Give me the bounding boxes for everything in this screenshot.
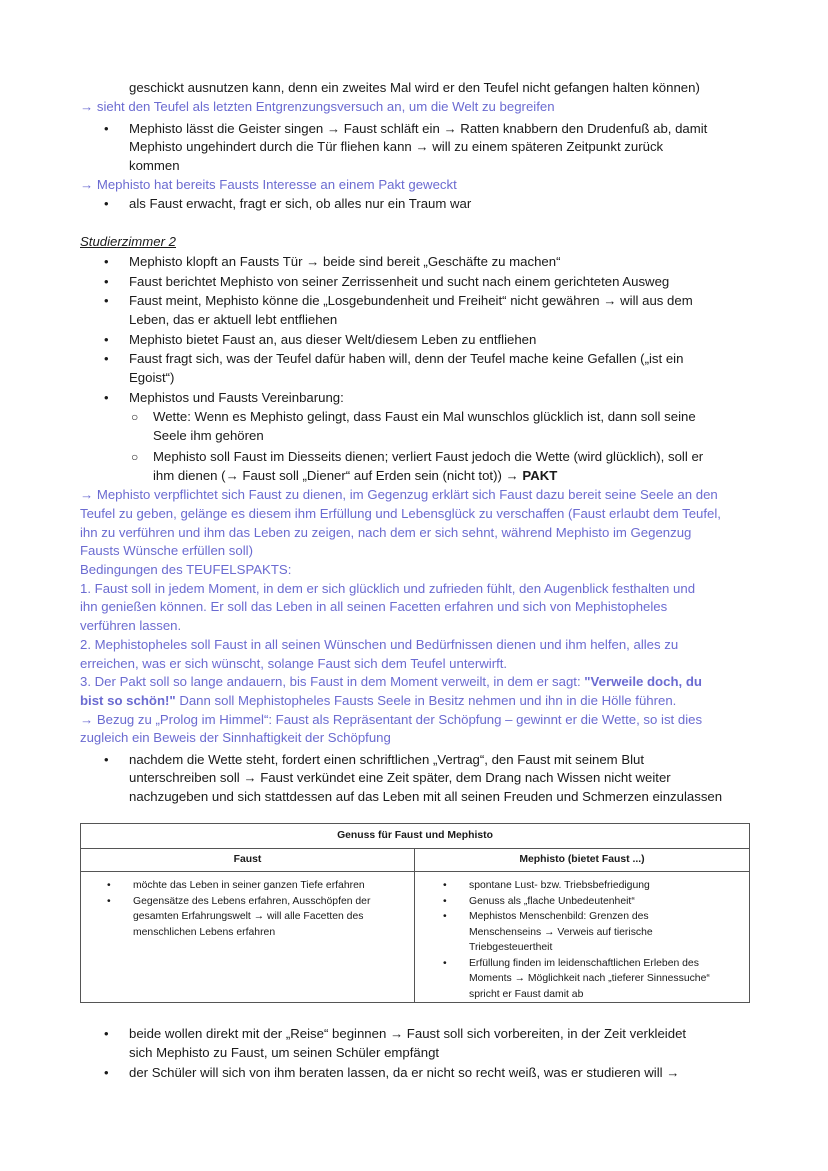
sub-bullet-icon: ○ (131, 410, 139, 424)
note-line: → Bezug zu „Prolog im Himmel“: Faust als Repräsentant der Schöpfung – gewinnt er die Wette, so ist dies (80, 712, 703, 727)
bullet-icon: • (104, 1065, 109, 1080)
bullet-icon: • (104, 390, 109, 405)
text-line: nachdem die Wette steht, fordert einen schriftlichen „Vertrag“, den Faust mit seinem Blut (129, 752, 645, 767)
bullet-icon: • (104, 254, 109, 269)
text-span: 3. Der Pakt soll so lange andauern, bis Faust in dem Moment verweilt, in dem er sagt: (80, 674, 585, 689)
bullet-icon: • (443, 957, 447, 969)
cell-line: gesamten Erfahrungswelt → will alle Facetten des (133, 911, 364, 922)
text-line: geschickt ausnutzen kann, denn ein zweites Mal wird er den Teufel nicht gefangen halten können) (129, 80, 700, 95)
bullet-icon: • (443, 895, 447, 907)
cell-line: Erfüllung finden im leidenschaftlichen Erleben des (469, 957, 699, 969)
text-line: beide wollen direkt mit der „Reise“ beginnen → Faust soll sich vorbereiten, in der Zeit verkleidet (129, 1026, 687, 1041)
bullet-icon: • (443, 880, 447, 891)
cell-line: spontane Lust- bzw. Triebsbefriedigung (469, 880, 650, 891)
text-line: sich Mephisto zu Faust, um seinen Schüler empfängt (129, 1045, 440, 1060)
column-header-faust: Faust (81, 849, 415, 872)
note-line: Fausts Wünsche erfüllen soll) (80, 543, 253, 558)
cell-line: spricht er Faust damit ab (469, 988, 584, 1000)
note-line: ihn zu verführen und ihm das Leben zu zeigen, nach dem er sich sehnt, während Mephisto im Gegenzug (80, 525, 692, 540)
bullet-icon: • (104, 121, 109, 136)
note-line: → Mephisto verpflichtet sich Faust zu dienen, im Gegenzug erklärt sich Faust dazu bereit seine Seele an den (80, 487, 718, 502)
bullet-icon: • (104, 351, 109, 366)
note-line (80, 692, 676, 710)
note-line (80, 673, 702, 691)
cell-line: Menschenseins → Verweis auf tierische (469, 926, 653, 938)
section-heading: Studierzimmer 2 (80, 234, 177, 249)
text-line: Leben, das er aktuell lebt entfliehen (129, 312, 338, 327)
quote-span: "Verweile doch, du (584, 674, 702, 689)
text-line: kommen (129, 158, 180, 173)
text-line: der Schüler will sich von ihm beraten lassen, da er nicht so recht weiß, was er studieren will → (129, 1065, 680, 1080)
text-line: Mephisto bietet Faust an, aus dieser Welt/diesem Leben zu entfliehen (129, 332, 537, 347)
text-span: Dann soll Mephistopheles Fausts Seele in Besitz nehmen und ihn in die Hölle führen. (175, 693, 677, 708)
mephisto-cell (415, 872, 750, 1003)
note-line: zugleich ein Beweis der Sinnhaftigkeit der Schöpfung (80, 730, 391, 745)
text-line: Wette: Wenn es Mephisto gelingt, dass Faust ein Mal wunschlos glücklich ist, dann soll seine (153, 409, 696, 424)
bullet-icon: • (443, 911, 447, 922)
column-header-mephisto: Mephisto (bietet Faust ...) (415, 849, 750, 872)
bullet-icon: • (104, 274, 109, 289)
cell-line: Moments → Möglichkeit nach „tieferer Sinnessuche“ (469, 973, 710, 984)
quote-span: bist so schön!" (80, 693, 176, 708)
text-line: nachzugeben und sich stattdessen auf das Leben mit all seinen Freuden und Schmerzen einzulassen (129, 789, 723, 804)
sub-bullet-icon: ○ (131, 450, 139, 464)
note-line: Teufel zu geben, gelänge es diesem ihm Erfüllung und Lebensglück zu verschaffen (Faust erlaubt dem Teufel, (80, 506, 721, 521)
note-line: verführen lassen. (80, 618, 182, 633)
text-span: ihm dienen (→ Faust soll „Diener“ auf Erden sein (nicht tot)) → (153, 468, 523, 483)
bullet-icon: • (107, 895, 111, 907)
note-line: 2. Mephistopheles soll Faust in all seinen Wünschen und Bedürfnissen dienen und ihm helfen, alles zu (80, 637, 679, 652)
pakt-label: PAKT (522, 468, 558, 483)
cell-line: Gegensätze des Lebens erfahren, Ausschöpfen der (133, 895, 371, 907)
text-line: Faust berichtet Mephisto von seiner Zerrissenheit und sucht nach einem gerichteten Ausweg (129, 274, 670, 289)
text-line: als Faust erwacht, fragt er sich, ob alles nur ein Traum war (129, 196, 472, 211)
text-line: Mephisto klopft an Fausts Tür → beide sind bereit „Geschäfte zu machen“ (129, 254, 561, 269)
table-title: Genuss für Faust und Mephisto (81, 824, 750, 849)
text-line: unterschreiben soll → Faust verkündet eine Zeit später, dem Drang nach Wissen nicht weiter (129, 770, 671, 785)
genuss-table (80, 823, 750, 1003)
note-line: ihn genießen können. Er soll das Leben in all seinen Facetten erfahren und sich von Mephistopheles (80, 599, 668, 614)
text-line (153, 467, 557, 485)
text-line: Mephisto lässt die Geister singen → Faust schläft ein → Ratten knabbern den Drudenfuß ab, damit (129, 121, 708, 136)
faust-cell (81, 872, 415, 1003)
cell-line: Mephistos Menschenbild: Grenzen des (469, 911, 649, 922)
text-line: Seele ihm gehören (153, 428, 264, 443)
text-line: Mephisto soll Faust im Diesseits dienen; verliert Faust jedoch die Wette (wird glücklich), soll er (153, 449, 704, 464)
text-line: Faust meint, Mephisto könne die „Losgebundenheit und Freiheit“ nicht gewähren → will aus dem (129, 293, 693, 308)
cell-line: Genuss als „flache Unbedeutenheit“ (469, 895, 635, 907)
bullet-icon: • (107, 880, 111, 891)
note-line: → Mephisto hat bereits Fausts Interesse an einem Pakt geweckt (80, 177, 457, 192)
note-line: → sieht den Teufel als letzten Entgrenzungsversuch an, um die Welt zu begreifen (80, 99, 555, 114)
bullet-icon: • (104, 752, 109, 767)
bullet-icon: • (104, 196, 109, 211)
cell-line: möchte das Leben in seiner ganzen Tiefe erfahren (133, 880, 365, 891)
text-line: Faust fragt sich, was der Teufel dafür haben will, denn der Teufel mache keine Gefallen („ist ein (129, 351, 684, 366)
bullet-icon: • (104, 293, 109, 308)
bullet-icon: • (104, 1026, 109, 1041)
text-line: Mephisto ungehindert durch die Tür fliehen kann → will zu einem späteren Zeitpunkt zurück (129, 139, 664, 154)
cell-line: menschlichen Lebens erfahren (133, 926, 276, 938)
text-line: Mephistos und Fausts Vereinbarung: (129, 390, 344, 405)
note-line: erreichen, was er sich wünscht, solange Faust sich dem Teufel unterwirft. (80, 656, 508, 671)
note-line: 1. Faust soll in jedem Moment, in dem er sich glücklich und zufrieden fühlt, den Augenblick festhalten und (80, 581, 696, 596)
bullet-icon: • (104, 332, 109, 347)
cell-line: Triebgesteuertheit (469, 942, 553, 953)
note-line: Bedingungen des TEUFELSPAKTS: (80, 562, 292, 577)
text-line: Egoist“) (129, 370, 175, 385)
